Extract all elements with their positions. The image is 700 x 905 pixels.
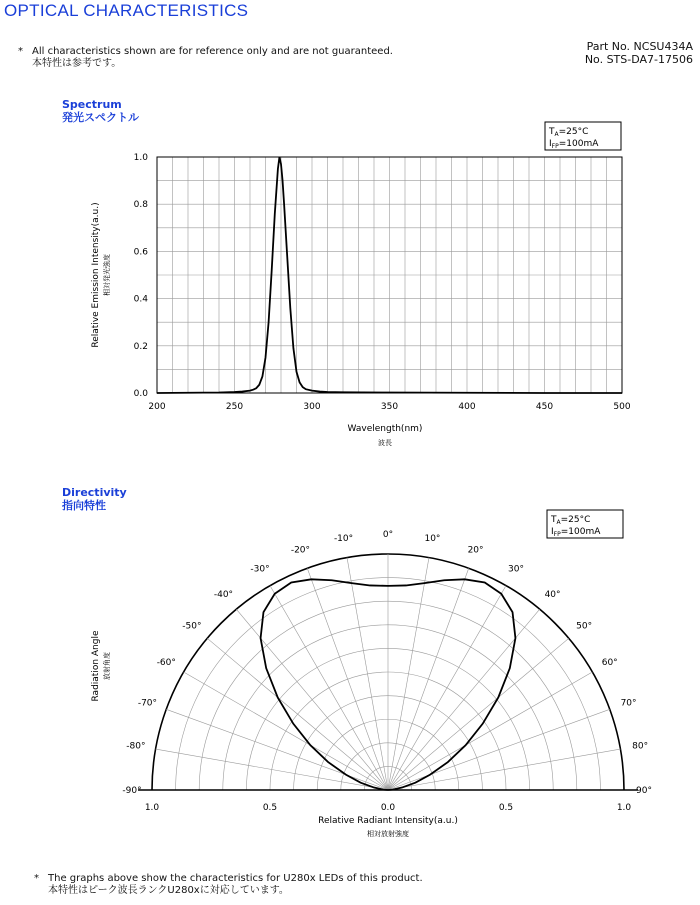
directivity-condition-ta: $T_A=25^\circ C$ — [551, 515, 591, 526]
directivity-angle-label: -20° — [290, 545, 311, 556]
directivity-radial-tick-label: 1.0 — [144, 803, 160, 813]
directivity-radial-tick-label: 1.0 — [616, 803, 632, 813]
directivity-title-en: Directivity — [62, 486, 127, 499]
spectrum-condition-ifp: $I_{FP}=100mA$ — [549, 139, 599, 150]
part-number: Part No. NCSU434A — [586, 40, 693, 53]
directivity-angle-label: -50° — [182, 621, 202, 632]
directivity-grid-ray — [184, 672, 388, 790]
spectrum-grid — [157, 157, 622, 393]
directivity-chart — [0, 460, 700, 850]
directivity-radial-tick-label: 0.5 — [262, 803, 278, 813]
directivity-radial-tick-label: 0.5 — [498, 803, 514, 813]
directivity-angle-label: 50° — [576, 621, 593, 632]
directivity-angle-label: 20° — [467, 545, 484, 556]
directivity-angle-label: 90° — [636, 786, 652, 796]
spectrum-y-tick-label: 0.0 — [133, 389, 148, 399]
directivity-title-jp: 指向特性 — [62, 499, 106, 512]
directivity-grid-ray — [388, 609, 540, 790]
spectrum-y-axis-label-jp: 相対発光強度 — [103, 254, 111, 296]
directivity-angle-label: 30° — [508, 564, 524, 575]
directivity-x-axis-label: Relative Radiant Intensity(a.u.) — [318, 816, 458, 826]
spectrum-x-tick-label: 400 — [458, 402, 476, 412]
spectrum-x-tick-label: 350 — [380, 402, 399, 412]
spectrum-y-tick-label: 0.4 — [133, 294, 148, 305]
directivity-angle-label: 0° — [382, 530, 394, 540]
spectrum-x-tick-label: 450 — [535, 402, 554, 412]
directivity-angle-label: 80° — [632, 741, 649, 752]
directivity-grid-ray — [347, 558, 388, 790]
directivity-angle-label: -70° — [137, 698, 158, 709]
directivity-x-axis-label-jp: 相対放射強度 — [367, 830, 409, 838]
footer-note-jp: 本特性はピーク波長ランクU280xに対応しています。 — [48, 885, 289, 896]
directivity-radial-ticks — [145, 803, 632, 813]
directivity-angle-label: -30° — [250, 564, 270, 575]
footer-note — [48, 873, 423, 897]
directivity-grid-ray — [207, 638, 388, 790]
directivity-angle-label: 60° — [601, 658, 618, 668]
spectrum-x-tick-label: 200 — [148, 402, 166, 412]
footer-note-en: The graphs above show the characteristics for U280x LEDs of this product. — [48, 873, 423, 884]
spectrum-title-jp: 発光スペクトル — [62, 111, 139, 124]
spectrum-y-tick-label: 0.2 — [133, 341, 148, 352]
directivity-y-axis-label-jp: 放射角度 — [103, 652, 111, 680]
spectrum-condition-ta: $T_A=25^\circ C$ — [549, 127, 589, 138]
spectrum-x-tick-label: 500 — [613, 402, 631, 412]
directivity-angle-labels — [122, 530, 652, 796]
spectrum-title-en: Spectrum — [62, 98, 122, 111]
spectrum-x-axis-label: Wavelength(nm) — [347, 424, 423, 434]
directivity-angle-label: -80° — [126, 741, 146, 752]
directivity-grid-ray — [270, 586, 388, 790]
spectrum-x-tick-label: 250 — [225, 402, 244, 412]
spectrum-ticks — [134, 153, 631, 412]
directivity-angle-label: -60° — [156, 658, 176, 668]
directivity-grid-ray — [388, 586, 506, 790]
directivity-grid-ray — [156, 749, 388, 790]
directivity-grid-ray — [388, 672, 592, 790]
spectrum-x-tick-label: 300 — [303, 402, 321, 412]
spectrum-y-tick-label: 0.6 — [133, 247, 148, 258]
footer-star: * — [34, 873, 39, 884]
spectrum-x-axis-label-jp: 波長 — [378, 439, 392, 447]
reference-note-jp: 本特性は参考です。 — [32, 58, 122, 69]
directivity-angle-label: -40° — [213, 589, 234, 600]
directivity-angle-label: -90° — [122, 786, 142, 796]
page-title: OPTICAL CHARACTERISTICS — [4, 1, 249, 20]
directivity-grid-ray — [236, 609, 388, 790]
directivity-grid-ray — [388, 749, 620, 790]
directivity-angle-label: 40° — [544, 589, 561, 600]
directivity-angle-label: 10° — [424, 533, 441, 544]
spectrum-y-tick-label: 1.0 — [133, 153, 148, 163]
directivity-condition-ifp: $I_{FP}=100mA$ — [551, 527, 601, 538]
directivity-angle-label: 70° — [620, 698, 637, 709]
spectrum-y-tick-label: 0.8 — [133, 200, 148, 211]
directivity-grid-ray — [388, 638, 569, 790]
directivity-angle-label: -10° — [333, 533, 354, 544]
document-number: No. STS-DA7-17506 — [584, 53, 693, 66]
directivity-radial-tick-label: 0.0 — [380, 803, 396, 813]
directivity-grid-ray — [388, 558, 429, 790]
directivity-y-axis-label: Radiation Angle — [91, 630, 101, 702]
spectrum-y-axis-label: Relative Emission Intensity(a.u.) — [91, 202, 101, 348]
reference-note-en: All characteristics shown are for reference only and are not guaranteed. — [32, 46, 393, 57]
note-star: * — [18, 46, 23, 57]
